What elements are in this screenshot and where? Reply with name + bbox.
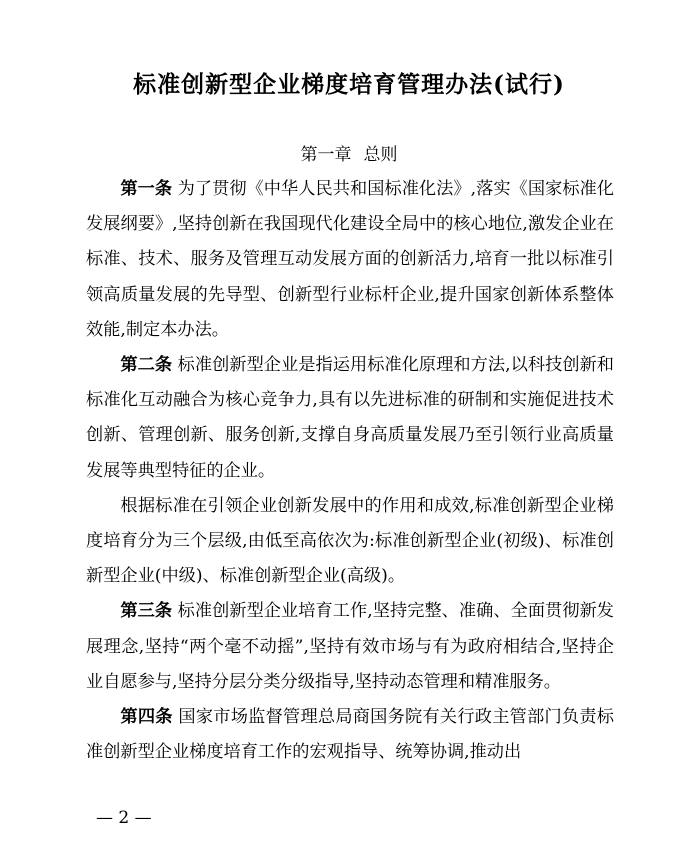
chapter-name: 总则 [363,145,398,165]
article-3-label: 第三条 [120,601,173,622]
chapter-heading [0,140,698,165]
article-2-label: 第二条 [120,355,173,376]
page-number: — 2 — [96,808,152,828]
article-4-label: 第四条 [120,707,173,728]
article-1 [86,172,614,348]
chapter-number: 第一章 [300,145,352,165]
article-4 [86,700,614,770]
article-2-paragraph-2 [86,489,614,595]
article-2-text: 标准创新型企业是指运用标准化原理和方法,以科技创新和标准化互动融合为核心竞争力,具有以先进标准的研制和实施促进技术创新、管理创新、服务创新,支撑自身高质量发展乃至引领行业高质量发展等典型特征的企业。 [86,355,614,481]
article-2-paragraph-2-text: 根据标准在引领企业创新发展中的作用和成效,标准创新型企业梯度培育分为三个层级,由低至高依次为:标准创新型企业(初级)、标准创新型企业(中级)、标准创新型企业(高级)。 [86,495,614,587]
article-4-text: 国家市场监督管理总局商国务院有关行政主管部门负责标准创新型企业梯度培育工作的宏观指导、统筹协调,推动出 [86,707,614,763]
article-3 [86,594,614,700]
article-1-label: 第一条 [120,179,173,199]
article-3-text: 标准创新型企业培育工作,坚持完整、准确、全面贯彻新发展理念,坚持“两个毫不动摇”,坚持有效市场与有为政府相结合,坚持企业自愿参与,坚持分层分类分级指导,坚持动态管理和精准服务。 [86,601,614,692]
document-title: 标准创新型企业梯度培育管理办法(试行) [133,71,565,98]
article-1-text: 为了贯彻《中华人民共和国标准化法》,落实《国家标准化发展纲要》,坚持创新在我国现代化建设全局中的核心地位,激发企业在标准、技术、服务及管理互动发展方面的创新活力,培育一批以标准引领高质量发展的先导型、创新型行业标杆企业,提升国家创新体系整体效能,制定本办法。 [86,179,614,340]
document-body [86,172,614,770]
article-2 [86,348,614,489]
